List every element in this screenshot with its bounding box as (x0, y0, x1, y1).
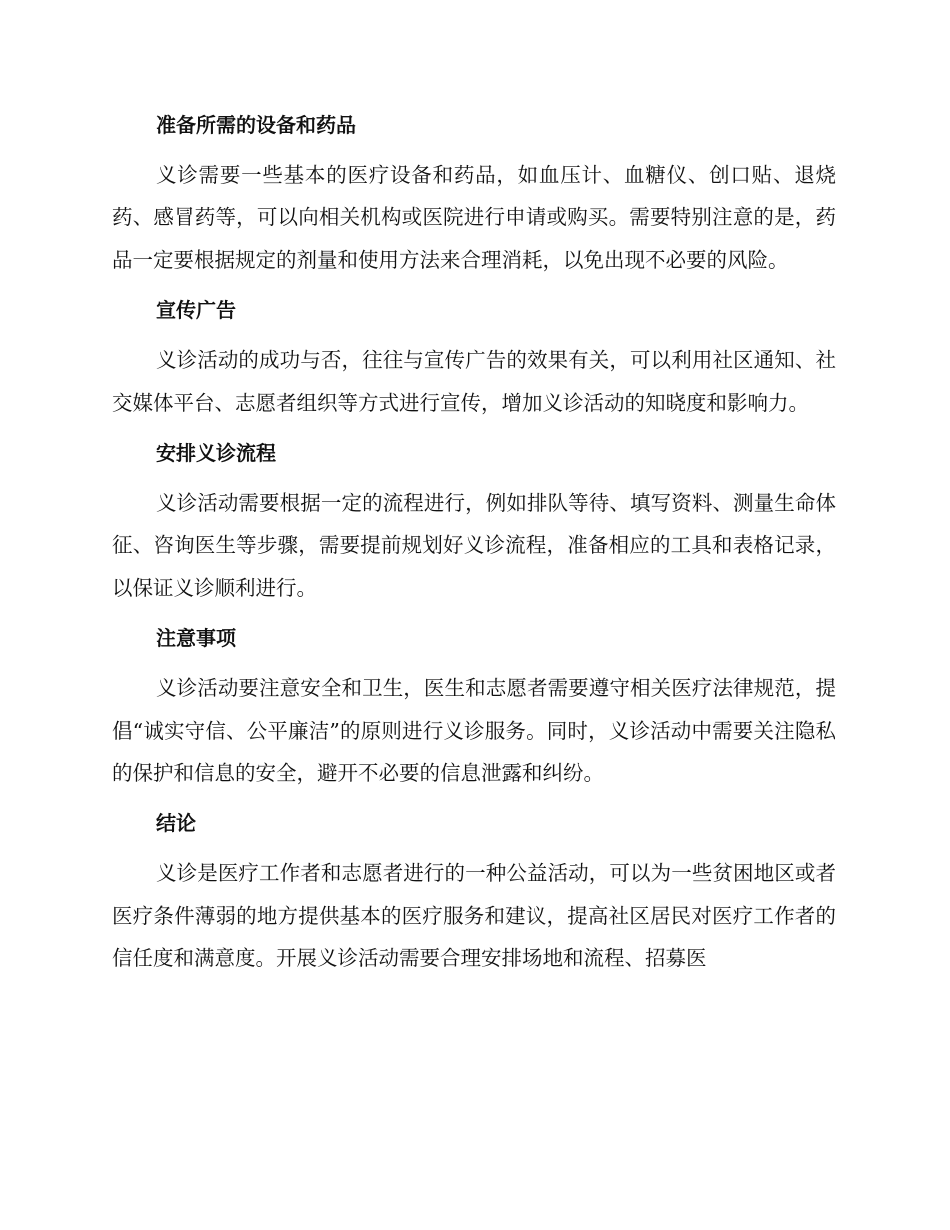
section-body-publicity: 义诊活动的成功与否，往往与宣传广告的效果有关，可以利用社区通知、社交媒体平台、志愿者组织等方式进行宣传，增加义诊活动的知晓度和影响力。 (112, 348, 836, 415)
section-heading-process: 安排义诊流程 (156, 441, 276, 466)
section-body-equipment: 义诊需要一些基本的医疗设备和药品，如血压计、血糖仪、创口贴、退烧药、感冒药等，可以向相关机构或医院进行申请或购买。需要特别注意的是，药品一定要根据规定的剂量和使用方法来合理消耗，以免出现不必要的风险。 (112, 163, 836, 272)
section-heading-equipment: 准备所需的设备和药品 (156, 113, 356, 137)
section-heading-precautions: 注意事项 (156, 626, 236, 651)
section-heading-publicity: 宣传广告 (156, 298, 236, 323)
section-body-conclusion: 义诊是医疗工作者和志愿者进行的一种公益活动，可以为一些贫困地区或者医疗条件薄弱的地方提供基本的医疗服务和建议，提高社区居民对医疗工作者的信任度和满意度。开展义诊活动需要合理安排场地和流程、招募医 (112, 861, 836, 971)
section-body-process: 义诊活动需要根据一定的流程进行，例如排队等待、填写资料、测量生命体征、咨询医生等步骤，需要提前规划好义诊流程，准备相应的工具和表格记录，以保证义诊顺利进行。 (112, 491, 836, 600)
section-body-precautions: 义诊活动要注意安全和卫生，医生和志愿者需要遵守相关医疗法律规范，提倡“诚实守信、公平廉洁”的原则进行义诊服务。同时，义诊活动中需要关注隐私的保护和信息的安全，避开不必要的信息泄露和纠纷。 (112, 676, 836, 786)
section-heading-conclusion: 结论 (156, 811, 196, 836)
document-content (112, 104, 836, 988)
